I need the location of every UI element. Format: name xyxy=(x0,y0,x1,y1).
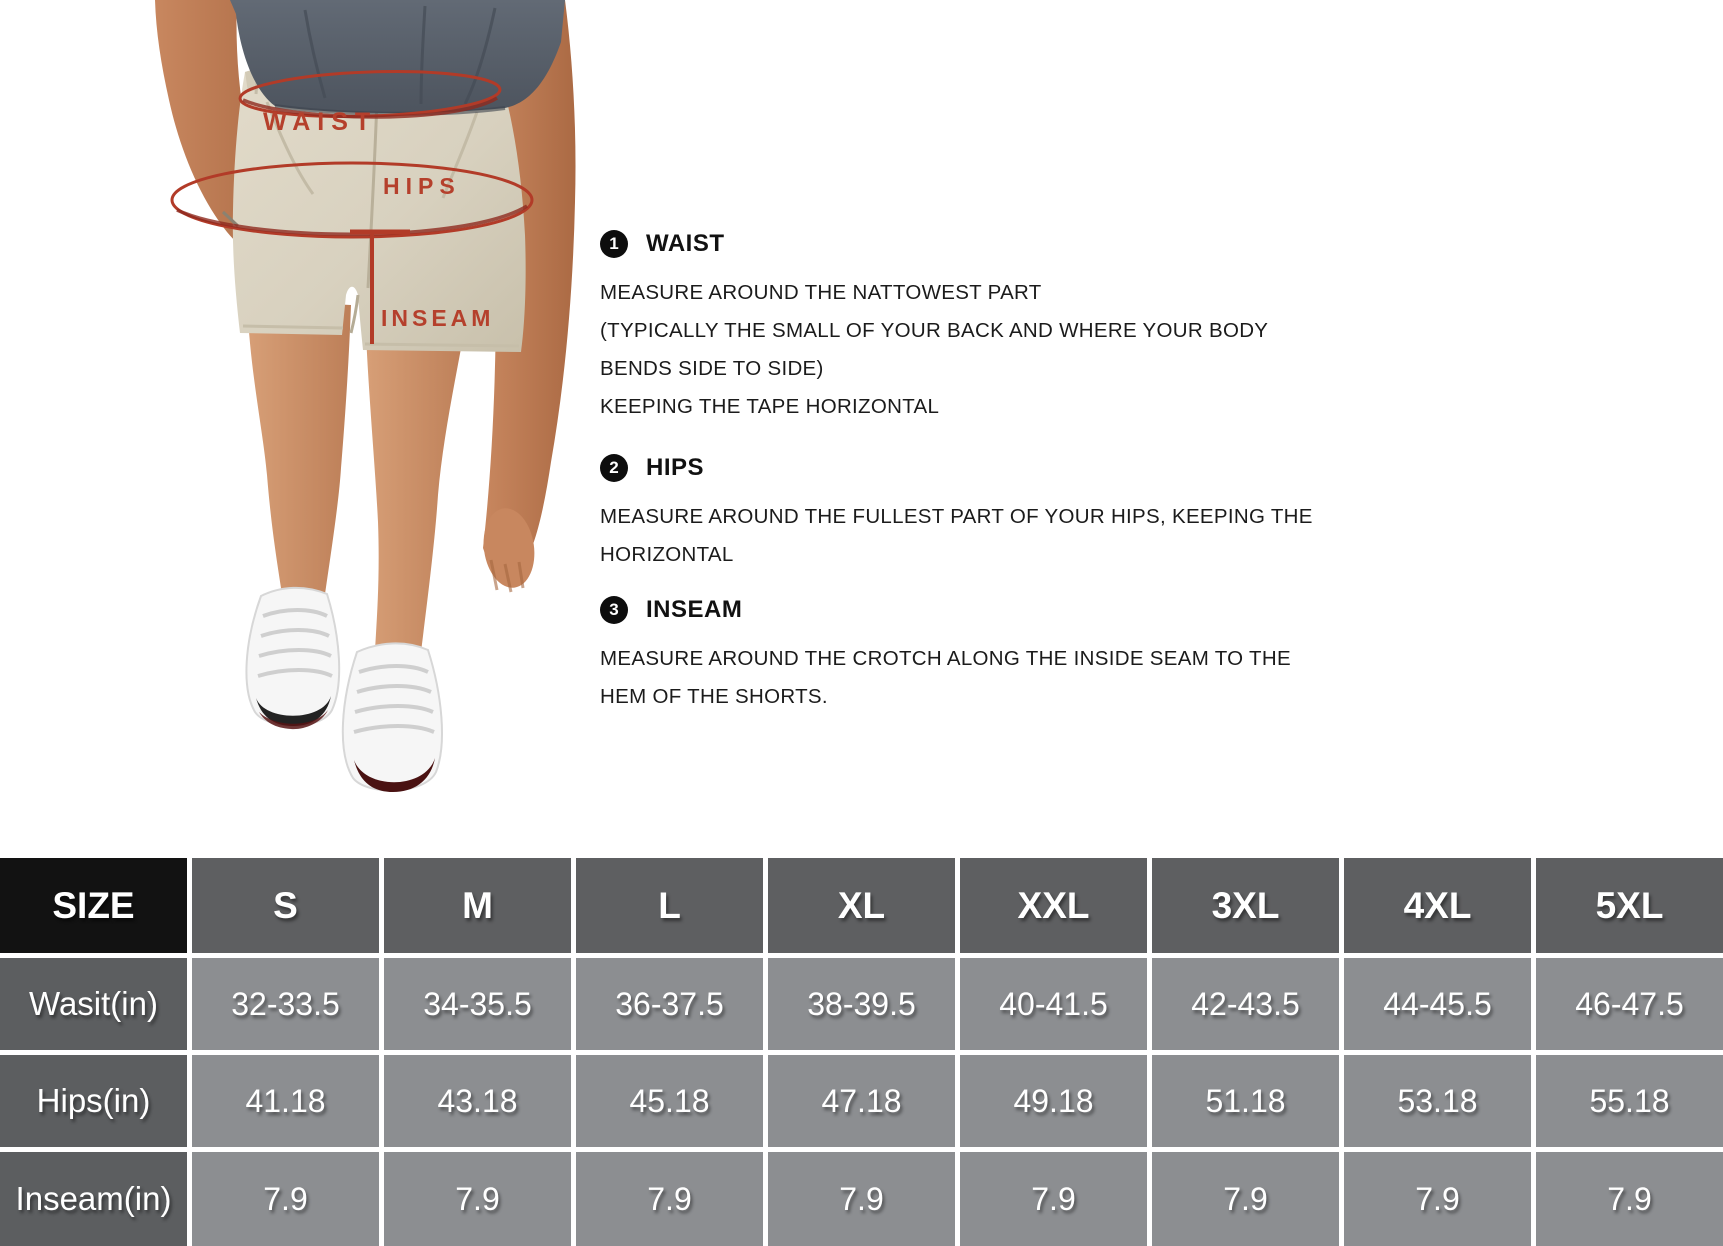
table-cell: 40-41.5 xyxy=(960,958,1147,1050)
table-cell: 43.18 xyxy=(384,1055,571,1147)
table-header-4xl: 4XL xyxy=(1344,858,1531,953)
instruction-text-line: KEEPING THE TAPE HORIZONTAL xyxy=(600,395,940,418)
instruction-text-line: HORIZONTAL xyxy=(600,543,734,566)
model-illustration xyxy=(125,0,595,810)
table-header-s: S xyxy=(192,858,379,953)
hips-figure-label: HIPS xyxy=(383,173,461,199)
table-cell: 7.9 xyxy=(576,1152,763,1246)
table-cell: 7.9 xyxy=(384,1152,571,1246)
table-cell: 7.9 xyxy=(1344,1152,1531,1246)
instruction-text-line: MEASURE AROUND THE CROTCH ALONG THE INSIDE SEAM TO THE xyxy=(600,647,1291,670)
table-header-l: L xyxy=(576,858,763,953)
table-cell: 44-45.5 xyxy=(1344,958,1531,1050)
table-cell: 36-37.5 xyxy=(576,958,763,1050)
instruction-text-line: MEASURE AROUND THE FULLEST PART OF YOUR HIPS, KEEPING THE xyxy=(600,505,1313,528)
instruction-waist-heading xyxy=(600,228,1380,260)
shirt xyxy=(230,0,565,114)
table-header-3xl: 3XL xyxy=(1152,858,1339,953)
table-cell: 7.9 xyxy=(768,1152,955,1246)
right-shoe xyxy=(343,643,442,792)
table-cell: 7.9 xyxy=(1536,1152,1723,1246)
table-row-label-inseam: Inseam(in) xyxy=(0,1152,187,1246)
table-row-label-hips: Hips(in) xyxy=(0,1055,187,1147)
instruction-waist-title: WAIST xyxy=(646,230,725,257)
instruction-inseam xyxy=(600,594,1380,716)
instruction-text-line: BENDS SIDE TO SIDE) xyxy=(600,357,824,380)
table-header-5xl: 5XL xyxy=(1536,858,1723,953)
table-cell: 7.9 xyxy=(192,1152,379,1246)
table-cell: 32-33.5 xyxy=(192,958,379,1050)
table-cell: 47.18 xyxy=(768,1055,955,1147)
table-cell: 41.18 xyxy=(192,1055,379,1147)
table-header-xxl: XXL xyxy=(960,858,1147,953)
table-cell: 7.9 xyxy=(1152,1152,1339,1246)
instruction-text-line: (TYPICALLY THE SMALL OF YOUR BACK AND WHERE YOUR BODY xyxy=(600,319,1269,342)
size-table xyxy=(0,858,1723,1241)
table-cell: 46-47.5 xyxy=(1536,958,1723,1050)
table-cell: 38-39.5 xyxy=(768,958,955,1050)
instruction-hips xyxy=(600,452,1380,574)
table-cell: 53.18 xyxy=(1344,1055,1531,1147)
instruction-inseam-heading xyxy=(600,594,1380,626)
number-badge-2: 2 xyxy=(600,454,628,482)
instruction-text-line: MEASURE AROUND THE NATTOWEST PART xyxy=(600,281,1042,304)
table-header-xl: XL xyxy=(768,858,955,953)
table-cell: 55.18 xyxy=(1536,1055,1723,1147)
inseam-figure-label: INSEAM xyxy=(381,305,495,331)
left-shoe xyxy=(246,588,339,729)
waist-figure-label: WAIST xyxy=(263,108,378,136)
number-badge-3: 3 xyxy=(600,596,628,624)
table-header-m: M xyxy=(384,858,571,953)
table-cell: 34-35.5 xyxy=(384,958,571,1050)
table-row-label-waist: Wasit(in) xyxy=(0,958,187,1050)
table-cell: 7.9 xyxy=(960,1152,1147,1246)
table-cell: 42-43.5 xyxy=(1152,958,1339,1050)
number-badge-1: 1 xyxy=(600,230,628,258)
model-photo xyxy=(125,0,595,810)
instruction-hips-title: HIPS xyxy=(646,454,705,481)
instruction-inseam-title: INSEAM xyxy=(646,596,743,623)
instruction-waist xyxy=(600,228,1380,426)
table-cell: 49.18 xyxy=(960,1055,1147,1147)
table-cell: 51.18 xyxy=(1152,1055,1339,1147)
table-header-size: SIZE xyxy=(0,858,187,953)
instruction-hips-heading xyxy=(600,452,1380,484)
table-cell: 45.18 xyxy=(576,1055,763,1147)
instruction-text-line: HEM OF THE SHORTS. xyxy=(600,685,828,708)
